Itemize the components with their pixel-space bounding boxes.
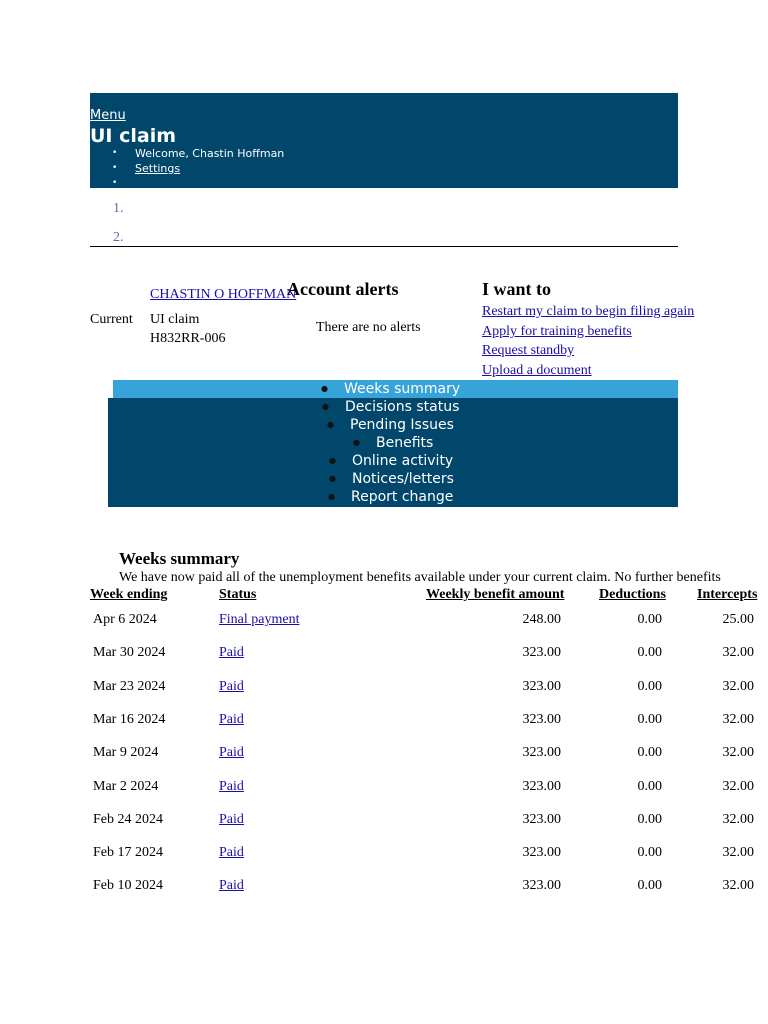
breadcrumb-item-2: 2.: [113, 230, 124, 245]
deductions-cell: 0.00: [637, 645, 662, 660]
intercepts-cell: 32.00: [722, 745, 754, 760]
settings-link[interactable]: Settings: [135, 162, 181, 175]
intercepts-cell: 32.00: [722, 845, 754, 860]
tab-report-change[interactable]: Report change: [351, 489, 454, 505]
bullet-icon: ●: [328, 492, 335, 501]
intercepts-cell: 25.00: [722, 612, 754, 627]
bullet-icon: ●: [321, 384, 328, 393]
claim-id: H832RR-006: [150, 331, 226, 346]
app-title: UI claim: [90, 125, 177, 147]
intercepts-cell: 32.00: [722, 712, 754, 727]
menu-link[interactable]: Menu: [90, 108, 126, 123]
weeks-summary-heading: Weeks summary: [119, 549, 240, 568]
weekly-benefit-amount-cell: 323.00: [522, 645, 561, 660]
deductions-cell: 0.00: [637, 845, 662, 860]
status-link[interactable]: Paid: [219, 712, 244, 727]
alerts-message: There are no alerts: [316, 320, 421, 335]
week-ending-cell: Mar 16 2024: [93, 712, 166, 727]
i-want-to-heading: I want to: [482, 279, 552, 299]
bullet-icon: ●: [327, 420, 334, 429]
bullet-icon: ●: [329, 474, 336, 483]
app-header: [90, 93, 678, 188]
weekly-benefit-amount-cell: 323.00: [522, 745, 561, 760]
week-ending-cell: Mar 23 2024: [93, 679, 166, 694]
intercepts-cell: 32.00: [722, 779, 754, 794]
week-ending-cell: Apr 6 2024: [93, 612, 157, 627]
weekly-benefit-amount-cell: 323.00: [522, 712, 561, 727]
deductions-cell: 0.00: [637, 679, 662, 694]
empty-menu-item: [112, 176, 284, 191]
claim-type: UI claim: [150, 312, 200, 327]
week-ending-cell: Mar 2 2024: [93, 779, 159, 794]
upload-document-link[interactable]: Upload a document: [482, 363, 592, 378]
tab-decisions-status[interactable]: Decisions status: [345, 399, 460, 415]
deductions-cell: 0.00: [637, 878, 662, 893]
alerts-heading: Account alerts: [287, 279, 399, 299]
breadcrumb-item-1: 1.: [113, 201, 124, 216]
request-standby-link[interactable]: Request standby: [482, 343, 575, 358]
tab-notices-letters[interactable]: Notices/letters: [352, 471, 454, 487]
intercepts-cell: 32.00: [722, 878, 754, 893]
tab-online-activity[interactable]: Online activity: [352, 453, 454, 469]
status-link[interactable]: Paid: [219, 812, 244, 827]
training-benefits-link[interactable]: Apply for training benefits: [482, 324, 632, 339]
tab-pending-issues[interactable]: Pending Issues: [350, 417, 454, 433]
intercepts-cell: 32.00: [722, 645, 754, 660]
weeks-summary-description: We have now paid all of the unemployment benefits available under your current claim. No further benefits: [119, 570, 721, 585]
week-ending-cell: Mar 30 2024: [93, 645, 166, 660]
deductions-cell: 0.00: [637, 812, 662, 827]
restart-claim-link[interactable]: Restart my claim to begin filing again: [482, 304, 695, 319]
col-header-week-ending: Week ending: [90, 587, 168, 602]
status-link[interactable]: Paid: [219, 745, 244, 760]
status-link[interactable]: Paid: [219, 645, 244, 660]
user-menu: [112, 146, 284, 191]
claimant-name-link[interactable]: CHASTIN O HOFFMAN: [150, 287, 297, 302]
weekly-benefit-amount-cell: 323.00: [522, 779, 561, 794]
col-header-status: Status: [219, 587, 257, 602]
intercepts-cell: 32.00: [722, 812, 754, 827]
week-ending-cell: Feb 24 2024: [93, 812, 163, 827]
status-link[interactable]: Paid: [219, 878, 244, 893]
tab-benefits[interactable]: Benefits: [376, 435, 434, 451]
col-header-intercepts: Intercepts: [697, 587, 758, 602]
deductions-cell: 0.00: [637, 612, 662, 627]
deductions-cell: 0.00: [637, 779, 662, 794]
bullet-icon: ●: [329, 456, 336, 465]
status-link[interactable]: Paid: [219, 845, 244, 860]
status-link[interactable]: Paid: [219, 679, 244, 694]
week-ending-cell: Feb 10 2024: [93, 878, 163, 893]
deductions-cell: 0.00: [637, 712, 662, 727]
status-link[interactable]: Final payment: [219, 612, 300, 627]
settings-item: [112, 161, 284, 176]
weekly-benefit-amount-cell: 323.00: [522, 878, 561, 893]
bullet-icon: ●: [353, 438, 360, 447]
divider: [90, 246, 678, 247]
claim-status-label: Current: [90, 312, 133, 327]
bullet-icon: ●: [322, 402, 329, 411]
intercepts-cell: 32.00: [722, 679, 754, 694]
col-header-deductions: Deductions: [599, 587, 666, 602]
welcome-text: • Welcome, Chastin Hoffman: [112, 146, 284, 161]
week-ending-cell: Feb 17 2024: [93, 845, 163, 860]
weekly-benefit-amount-cell: 323.00: [522, 812, 561, 827]
weekly-benefit-amount-cell: 323.00: [522, 845, 561, 860]
week-ending-cell: Mar 9 2024: [93, 745, 159, 760]
tab-weeks-summary[interactable]: Weeks summary: [344, 381, 461, 397]
weekly-benefit-amount-cell: 323.00: [522, 679, 561, 694]
deductions-cell: 0.00: [637, 745, 662, 760]
status-link[interactable]: Paid: [219, 779, 244, 794]
col-header-weekly-benefit-amount: Weekly benefit amount: [426, 587, 565, 602]
weekly-benefit-amount-cell: 248.00: [522, 612, 561, 627]
